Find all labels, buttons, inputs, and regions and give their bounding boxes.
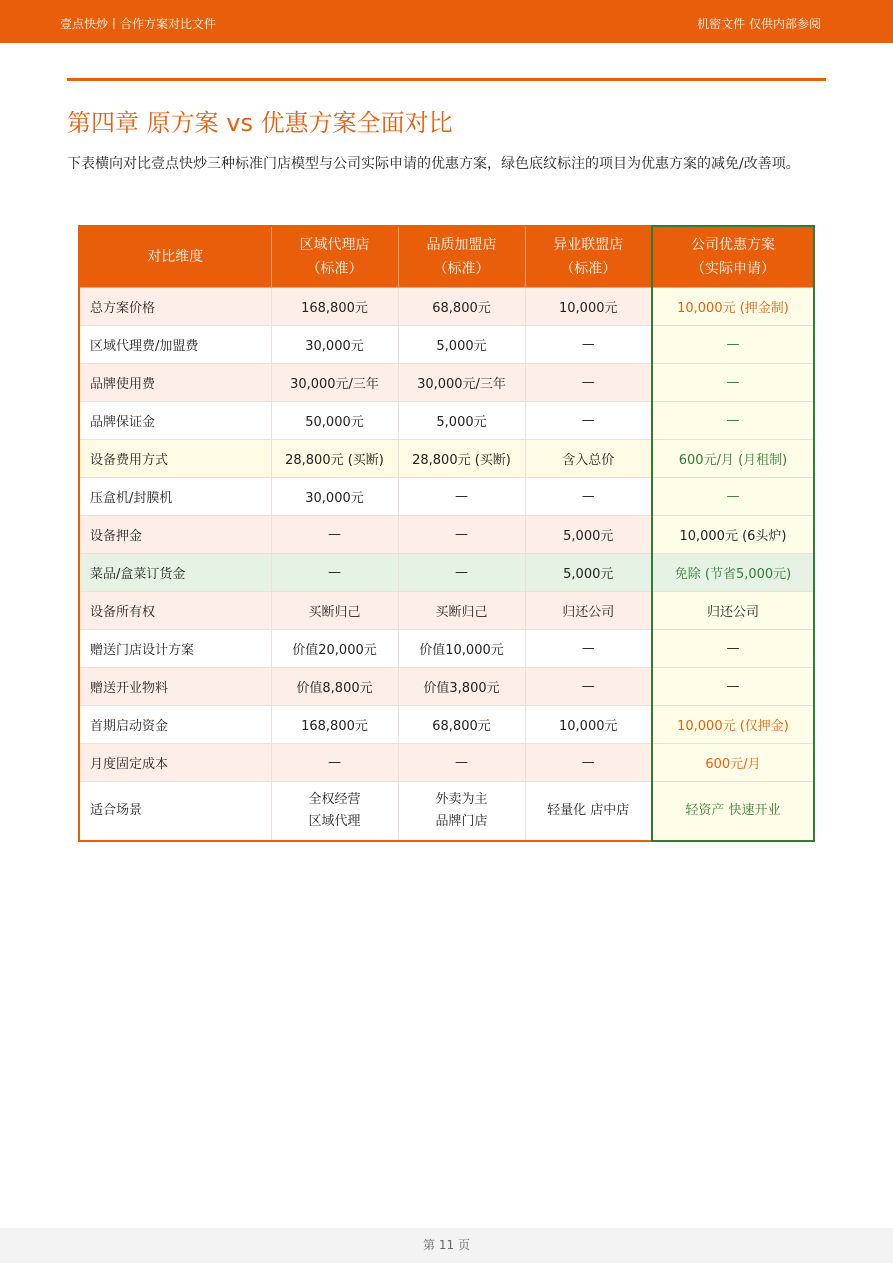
table-row — [79, 706, 814, 744]
title-divider — [67, 78, 826, 81]
cell-quality-franchise: — — [398, 516, 525, 554]
cell-cross-alliance: 轻量化 店中店 — [525, 782, 652, 842]
header-quality-franchise: 品质加盟店 （标准） — [398, 226, 525, 288]
cell-cross-alliance: 10,000元 — [525, 288, 652, 326]
cell-quality-franchise: 68,800元 — [398, 706, 525, 744]
cell-quality-franchise: 5,000元 — [398, 402, 525, 440]
row-label: 总方案价格 — [79, 288, 271, 326]
cell-cross-alliance: 10,000元 — [525, 706, 652, 744]
cell-regional-agency: 168,800元 — [271, 288, 398, 326]
header-dimension: 对比维度 — [79, 226, 271, 288]
cell-regional-agency: 价值20,000元 — [271, 630, 398, 668]
cell-quality-franchise: 价值3,800元 — [398, 668, 525, 706]
cell-company-promo: 600元/月 — [652, 744, 814, 782]
table-row — [79, 326, 814, 364]
cell-cross-alliance: — — [525, 668, 652, 706]
header-company-promo: 公司优惠方案 （实际申请） — [652, 226, 814, 288]
cell-regional-agency: 50,000元 — [271, 402, 398, 440]
table-row — [79, 592, 814, 630]
cell-company-promo: — — [652, 402, 814, 440]
cell-company-promo: 归还公司 — [652, 592, 814, 630]
comparison-table — [78, 225, 815, 842]
cell-regional-agency: — — [271, 554, 398, 592]
table-row — [79, 402, 814, 440]
cell-cross-alliance: 5,000元 — [525, 554, 652, 592]
table-row — [79, 478, 814, 516]
row-label: 设备费用方式 — [79, 440, 271, 478]
cell-quality-franchise: 买断归己 — [398, 592, 525, 630]
row-label: 品牌保证金 — [79, 402, 271, 440]
comparison-table-container — [78, 225, 815, 842]
header-regional-agency: 区域代理店 （标准） — [271, 226, 398, 288]
cell-company-promo: — — [652, 478, 814, 516]
cell-quality-franchise: 28,800元 (买断) — [398, 440, 525, 478]
header-doc-title: 壹点快炒丨合作方案对比文件 — [60, 17, 217, 31]
table-row — [79, 288, 814, 326]
table-row — [79, 516, 814, 554]
table-row — [79, 744, 814, 782]
cell-regional-agency: 28,800元 (买断) — [271, 440, 398, 478]
cell-cross-alliance: 5,000元 — [525, 516, 652, 554]
cell-quality-franchise: 68,800元 — [398, 288, 525, 326]
row-label: 月度固定成本 — [79, 744, 271, 782]
row-label: 适合场景 — [79, 782, 271, 842]
intro-paragraph: 下表横向对比壹点快炒三种标准门店模型与公司实际申请的优惠方案，绿色底纹标注的项目为优惠方案的减免/改善项。 — [67, 156, 800, 172]
row-label: 压盒机/封膜机 — [79, 478, 271, 516]
table-row — [79, 782, 814, 842]
cell-company-promo: 10,000元 (6头炉) — [652, 516, 814, 554]
row-label: 设备所有权 — [79, 592, 271, 630]
cell-company-promo: 10,000元 (仅押金) — [652, 706, 814, 744]
cell-regional-agency: 全权经营 区域代理 — [271, 782, 398, 842]
cell-regional-agency: 30,000元 — [271, 478, 398, 516]
cell-regional-agency: — — [271, 516, 398, 554]
cell-company-promo: — — [652, 326, 814, 364]
cell-quality-franchise: — — [398, 554, 525, 592]
header-confidential-note: 机密文件 仅供内部参阅 — [697, 17, 821, 31]
page-footer — [0, 1228, 893, 1263]
cell-quality-franchise: — — [398, 478, 525, 516]
cell-cross-alliance: — — [525, 630, 652, 668]
table-row — [79, 364, 814, 402]
cell-cross-alliance: 含入总价 — [525, 440, 652, 478]
page-header — [0, 0, 893, 43]
cell-company-promo: — — [652, 630, 814, 668]
cell-company-promo: 轻资产 快速开业 — [652, 782, 814, 842]
table-row — [79, 440, 814, 478]
cell-company-promo: 10,000元 (押金制) — [652, 288, 814, 326]
cell-cross-alliance: — — [525, 402, 652, 440]
cell-cross-alliance: 归还公司 — [525, 592, 652, 630]
cell-company-promo: — — [652, 668, 814, 706]
header-cross-alliance: 异业联盟店 （标准） — [525, 226, 652, 288]
table-row — [79, 668, 814, 706]
cell-quality-franchise: 外卖为主 品牌门店 — [398, 782, 525, 842]
cell-company-promo: 免除 (节省5,000元) — [652, 554, 814, 592]
table-header-row — [79, 226, 814, 288]
chapter-title: 第四章 原方案 vs 优惠方案全面对比 — [67, 109, 453, 137]
cell-quality-franchise: 价值10,000元 — [398, 630, 525, 668]
cell-regional-agency: 价值8,800元 — [271, 668, 398, 706]
cell-company-promo: 600元/月 (月租制) — [652, 440, 814, 478]
cell-company-promo: — — [652, 364, 814, 402]
cell-regional-agency: 买断归己 — [271, 592, 398, 630]
cell-cross-alliance: — — [525, 478, 652, 516]
cell-cross-alliance: — — [525, 326, 652, 364]
table-row — [79, 554, 814, 592]
page-number: 第 11 页 — [423, 1238, 470, 1252]
cell-regional-agency: 168,800元 — [271, 706, 398, 744]
cell-regional-agency: 30,000元 — [271, 326, 398, 364]
row-label: 品牌使用费 — [79, 364, 271, 402]
cell-quality-franchise: 5,000元 — [398, 326, 525, 364]
row-label: 首期启动资金 — [79, 706, 271, 744]
row-label: 区域代理费/加盟费 — [79, 326, 271, 364]
cell-quality-franchise: — — [398, 744, 525, 782]
cell-regional-agency: — — [271, 744, 398, 782]
cell-cross-alliance: — — [525, 744, 652, 782]
row-label: 菜品/盒菜订货金 — [79, 554, 271, 592]
row-label: 设备押金 — [79, 516, 271, 554]
table-row — [79, 630, 814, 668]
row-label: 赠送门店设计方案 — [79, 630, 271, 668]
row-label: 赠送开业物料 — [79, 668, 271, 706]
cell-regional-agency: 30,000元/三年 — [271, 364, 398, 402]
cell-cross-alliance: — — [525, 364, 652, 402]
cell-quality-franchise: 30,000元/三年 — [398, 364, 525, 402]
